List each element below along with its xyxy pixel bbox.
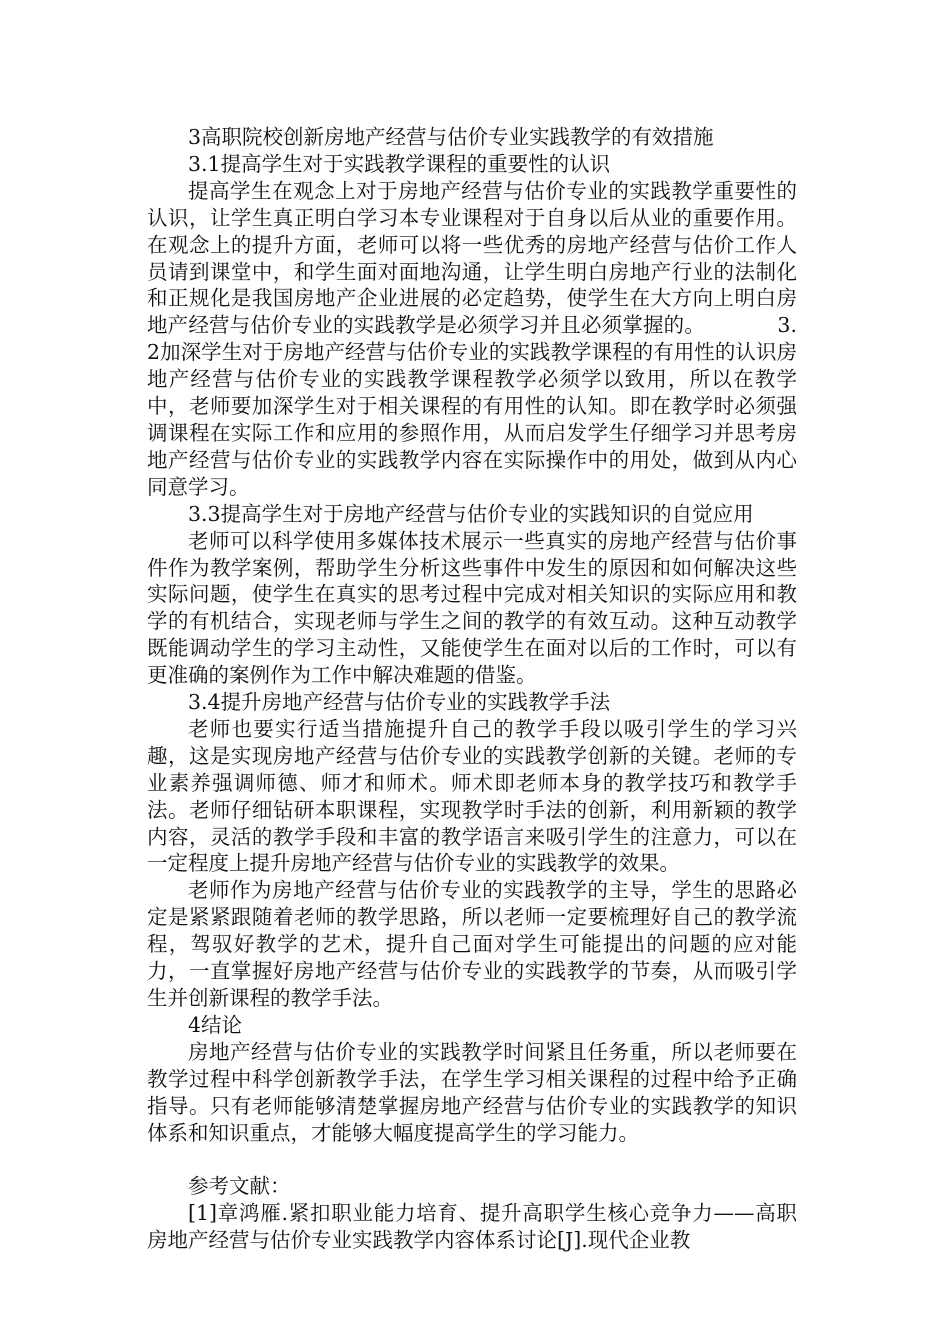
section-heading-4: 4结论 <box>188 1012 243 1037</box>
paragraph-3-3-body: 老师可以科学使用多媒体技术展示一些真实的房地产经营与估价事件作为教学案例，帮助学生分析这些事件中发生的原因和如何解决这些实际问题，使学生在真实的思考过程中完成对相关知识的实际应用和教学的有机结合，实现老师与学生之间的教学的有效互动。这种互动教学既能调动学生的学习主动性，又能使学生在面对以后的工作时，可以有更准确的案例作为工作中解决难题的借鉴。 <box>147 528 797 688</box>
reference-item-1: [1]章鸿雁.紧扣职业能力培育、提升高职学生核心竞争力——高职房地产经营与估价专业实践教学内容体系讨论[J].现代企业教 <box>147 1201 797 1253</box>
paragraph-3-1-body: 提高学生在观念上对于房地产经营与估价专业的实践教学重要性的认识，让学生真正明白学习本专业课程对于自身以后从业的重要作用。在观念上的提升方面，老师可以将一些优秀的房地产经营与估价工作人员请到课堂中，和学生面对面地沟通，让学生明白房地产行业的法制化和正规化是我国房地产企业进展的必定趋势，使学生在大方向上明白房地产经营与估价专业的实践教学是必须学习并且必须掌握的。 3.2加深学生对于房地产经营与估价专业的实践教学课程的有用性的认识房地产经营与估价专业的实践教学课程教学必须学以致用，所以在教学中，老师要加深学生对于相关课程的有用性的认知。即在教学时必须强调课程在实际工作和应用的参照作用，从而启发学生仔细学习并思考房地产经营与估价专业的实践教学内容在实际操作中的用处，做到从内心同意学习。 <box>147 178 797 499</box>
paragraph-3-4-body-1: 老师也要实行适当措施提升自己的教学手段以吸引学生的学习兴趣，这是实现房地产经营与估价专业的实践教学创新的关键。老师的专业素养强调师德、师才和师术。师术即老师本身的教学技巧和教学手法。老师仔细钻研本职课程，实现教学时手法的创新，利用新颖的教学内容，灵活的教学手段和丰富的教学语言来吸引学生的注意力，可以在一定程度上提升房地产经营与估价专业的实践教学的效果。 <box>147 716 797 876</box>
paragraph-3-4-body-2: 老师作为房地产经营与估价专业的实践教学的主导，学生的思路必定是紧紧跟随着老师的教学思路，所以老师一定要梳理好自己的教学流程，驾驭好教学的艺术，提升自己面对学生可能提出的问题的应对能力，一直掌握好房地产经营与估价专业的实践教学的节奏，从而吸引学生并创新课程的教学手法。 <box>147 878 797 1010</box>
references-heading: 参考文献： <box>188 1174 291 1199</box>
document-body <box>147 124 797 1254</box>
subsection-heading-3-3: 3.3提高学生对于房地产经营与估价专业的实践知识的自觉应用 <box>188 501 754 526</box>
blank-line <box>147 1146 797 1173</box>
subsection-heading-3-4: 3.4提升房地产经营与估价专业的实践教学手法 <box>188 690 611 715</box>
conclusion-body: 房地产经营与估价专业的实践教学时间紧且任务重，所以老师要在教学过程中科学创新教学手法，在学生学习相关课程的过程中给予正确指导。只有老师能够清楚掌握房地产经营与估价专业的实践教学的知识体系和知识重点，才能够大幅度提高学生的学习能力。 <box>147 1039 797 1145</box>
subsection-heading-3-1: 3.1提高学生对于实践教学课程的重要性的认识 <box>188 151 611 176</box>
section-heading-3: 3高职院校创新房地产经营与估价专业实践教学的有效措施 <box>188 125 714 149</box>
